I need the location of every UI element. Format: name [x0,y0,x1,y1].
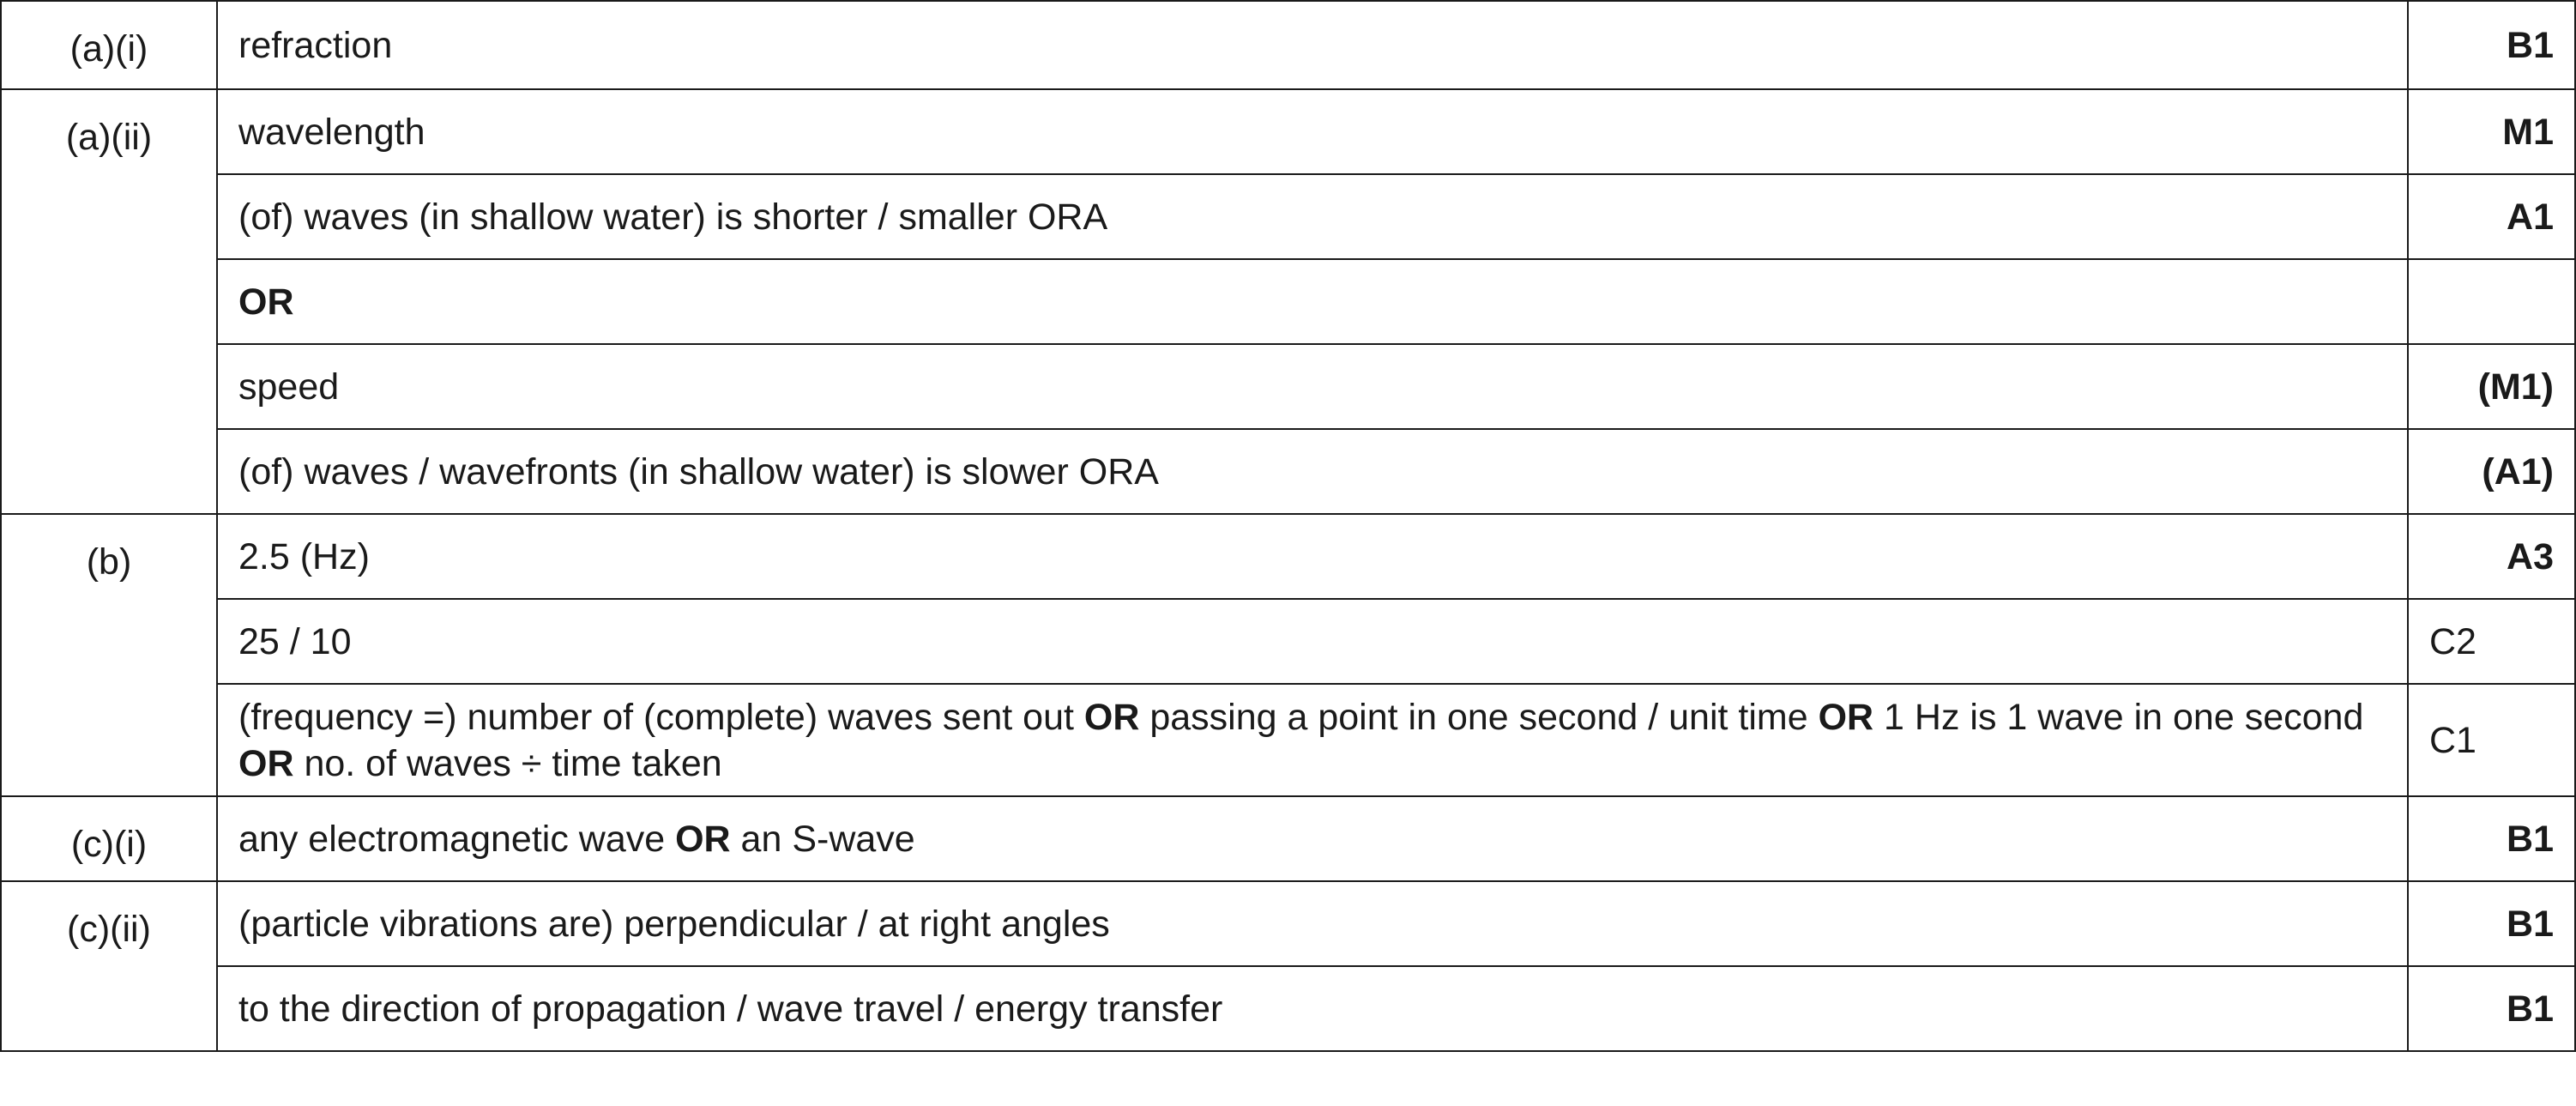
mark-cell: C2 [2408,599,2575,684]
answer-keyword: OR [1818,696,1874,738]
mark-cell: (A1) [2408,429,2575,514]
answer-keyword: OR [1083,696,1140,738]
answer-cell: 2.5 (Hz) [217,514,2408,599]
table-row [1,429,2575,514]
answer-cell [217,796,2408,881]
question-number: (a)(i) [1,1,217,89]
answer-cell: 25 / 10 [217,599,2408,684]
mark-cell: B1 [2408,966,2575,1051]
question-number: (a)(ii) [1,89,217,514]
mark-cell: B1 [2408,881,2575,966]
table-row [1,599,2575,684]
answer-cell: OR [217,259,2408,344]
answer-text: passing a point in one second / unit time [1139,696,1819,738]
answer-cell: (of) waves / wavefronts (in shallow water) is slower ORA [217,429,2408,514]
question-number: (b) [1,514,217,796]
table-row [1,966,2575,1051]
answer-cell: wavelength [217,89,2408,174]
table-row [1,174,2575,259]
mark-cell: A1 [2408,174,2575,259]
table-row [1,344,2575,429]
answer-text: 1 Hz is 1 wave in one second [1873,696,2364,738]
mark-cell: (M1) [2408,344,2575,429]
answer-text: no. of waves ÷ time taken [293,742,722,784]
answer-cell: speed [217,344,2408,429]
mark-cell: A3 [2408,514,2575,599]
table-row [1,881,2575,966]
answer-keyword: OR [675,818,731,860]
mark-cell: C1 [2408,684,2575,796]
answer-cell [217,684,2408,796]
answer-keyword: OR [238,742,294,784]
answer-cell: (of) waves (in shallow water) is shorter / smaller ORA [217,174,2408,259]
mark-cell: B1 [2408,796,2575,881]
table-row [1,684,2575,796]
answer-cell: (particle vibrations are) perpendicular / at right angles [217,881,2408,966]
table-row [1,514,2575,599]
table-row [1,796,2575,881]
answer-text: an S-wave [730,818,915,860]
mark-cell: B1 [2408,1,2575,89]
question-number: (c)(ii) [1,881,217,1051]
answer-cell: refraction [217,1,2408,89]
table-row [1,259,2575,344]
question-number: (c)(i) [1,796,217,881]
answer-cell: to the direction of propagation / wave travel / energy transfer [217,966,2408,1051]
table-row [1,1,2575,89]
mark-cell [2408,259,2575,344]
answer-text: (frequency =) number of (complete) waves sent out [238,696,1084,738]
table-row [1,89,2575,174]
answer-text: any electromagnetic wave [238,818,676,860]
mark-cell: M1 [2408,89,2575,174]
